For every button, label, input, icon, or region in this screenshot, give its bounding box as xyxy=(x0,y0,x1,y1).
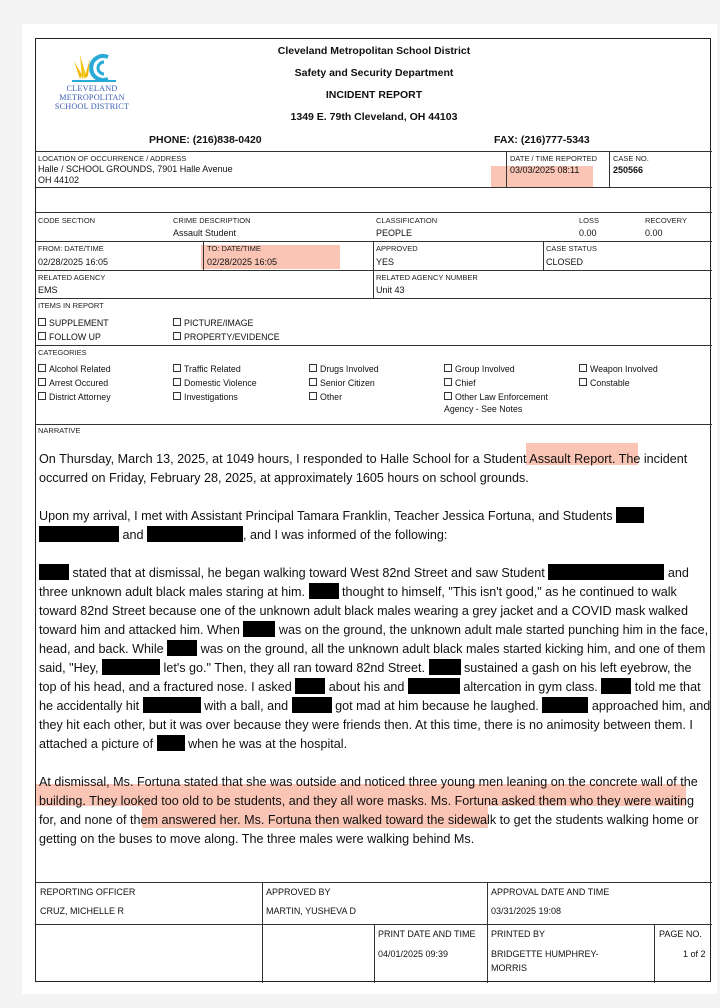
narrative-text: at him because he laughed. xyxy=(384,699,539,713)
code-section-label: CODE SECTION xyxy=(38,216,96,225)
to-date-value: 02/28/2025 16:05 xyxy=(207,257,278,267)
checkbox-arrest-occured[interactable] xyxy=(38,378,108,388)
district-name: Cleveland Metropolitan School District xyxy=(277,45,471,57)
narrative-body xyxy=(39,450,711,868)
crime-description-value: Assault Student xyxy=(173,228,237,238)
checkbox-label: Domestic Violence xyxy=(184,378,257,388)
narrative-text: with a ball, and xyxy=(204,699,289,713)
checkbox-supplement[interactable] xyxy=(38,318,109,328)
checkbox-group-involved[interactable] xyxy=(444,364,515,374)
redaction-bar xyxy=(309,583,339,599)
narrative-text: mask walked toward him and attacked him. When xyxy=(39,604,688,637)
redaction-bar xyxy=(542,697,588,713)
narrative-paragraph-1 xyxy=(39,450,711,488)
checkbox-label: Alcohol Related xyxy=(49,364,111,374)
checkbox-label: Senior Citizen xyxy=(320,378,375,388)
narrative-text: , and I was informed of the following: xyxy=(243,528,448,542)
from-date-label: FROM: DATE/TIME xyxy=(38,244,104,253)
narrative-text: hospital. xyxy=(300,737,348,751)
redaction-bar xyxy=(295,678,325,694)
related-agency-label: RELATED AGENCY xyxy=(38,273,106,282)
narrative-text: incident occurred on Friday, February 28, 2025, at approximately 1605 hours on school grounds. xyxy=(39,452,688,485)
checkbox-label: Chief xyxy=(455,378,476,388)
date-reported-value: 03/03/2025 08:11 xyxy=(510,165,580,175)
case-status-label: CASE STATUS xyxy=(546,244,597,253)
reporting-officer-label: REPORTING OFFICER xyxy=(40,887,136,897)
redaction-bar xyxy=(601,678,631,694)
narrative-text: started kicking him, and one of them said, "Hey, xyxy=(39,642,706,675)
checkbox-property-evidence[interactable] xyxy=(173,332,280,342)
narrative-text: stated that at dismissal, he began walking toward West 82nd Street and saw Student xyxy=(72,566,545,580)
checkbox-senior-citizen[interactable] xyxy=(309,378,375,388)
approval-date-value: 03/31/2025 19:08 xyxy=(491,906,562,916)
narrative-paragraph-2 xyxy=(39,507,711,545)
district-address: 1349 E. 79th Cleveland, OH 44103 xyxy=(290,111,458,123)
categories-label: CATEGORIES xyxy=(38,348,87,357)
redaction-bar xyxy=(167,640,197,656)
redaction-bar xyxy=(292,697,332,713)
narrative-text: altercation in gym class. xyxy=(463,680,598,694)
approved-by-value: MARTIN, YUSHEVA D xyxy=(266,906,357,916)
redaction-bar xyxy=(102,659,160,675)
case-status-value: CLOSED xyxy=(546,257,584,267)
narrative-text: got mad xyxy=(335,699,381,713)
narrative-text: sustained a gash on his left eyebrow, the top of his head, and a fractured nose. I asked xyxy=(39,661,692,694)
narrative-text: told me that he accidentally hit xyxy=(39,680,701,713)
narrative-text: friends then. At this time, there is no animosity between them. I attached a picture of xyxy=(39,718,693,751)
checkbox-label: District Attorney xyxy=(49,392,111,402)
phone-number: PHONE: (216)838-0420 xyxy=(149,134,262,146)
narrative-text: was on the ground, all the unknown adult black males xyxy=(200,642,500,656)
printed-by-label: PRINTED BY xyxy=(491,929,546,939)
classification-label: CLASSIFICATION xyxy=(376,216,438,225)
location-label: LOCATION OF OCCURRENCE / ADDRESS xyxy=(38,154,187,163)
checkbox-domestic-violence[interactable] xyxy=(173,378,257,388)
approval-date-label: APPROVAL DATE AND TIME xyxy=(491,887,610,897)
narrative-paragraph-4 xyxy=(39,773,711,849)
redaction-bar xyxy=(39,526,119,542)
from-date-value: 02/28/2025 16:05 xyxy=(38,257,109,267)
redaction-bar xyxy=(143,697,201,713)
checkbox-label: PROPERTY/EVIDENCE xyxy=(184,332,280,342)
narrative-text: Upon my arrival, I met with Assistant Principal Tamara Franklin, Teacher Jessica Fortuna, and Students xyxy=(39,509,613,523)
printed-by-value-line2: MORRIS xyxy=(491,963,527,973)
page-number-value: 1 of 2 xyxy=(683,949,706,959)
loss-label: LOSS xyxy=(579,216,600,225)
narrative-text: of the building. They looked too old to be students, and they all wore masks. Ms. Fortuna asked them who they xyxy=(39,775,698,808)
narrative-text: was on the ground, the unknown adult male started xyxy=(278,623,565,637)
agency-number-value: Unit 43 xyxy=(376,285,405,295)
logo-line-1: CLEVELAND xyxy=(66,84,118,93)
crime-description-label: CRIME DESCRIPTION xyxy=(173,216,251,225)
redaction-bar xyxy=(616,507,644,523)
approved-label: APPROVED xyxy=(376,244,418,253)
redaction-bar xyxy=(157,735,185,751)
recovery-value: 0.00 xyxy=(645,228,663,238)
narrative-text: walk toward 82nd Street because one of the unknown adult black males wearing a grey jacket and a COVID xyxy=(39,585,677,618)
date-reported-label: DATE / TIME REPORTED xyxy=(510,154,598,163)
checkbox-follow-up[interactable] xyxy=(38,332,101,342)
checkbox-other-law-enforcement[interactable] xyxy=(444,392,548,402)
checkbox-label: Constable xyxy=(590,378,630,388)
approved-value: YES xyxy=(376,257,395,267)
checkbox-alcohol-related[interactable] xyxy=(38,364,111,374)
checkbox-label: PICTURE/IMAGE xyxy=(184,318,254,328)
recovery-label: RECOVERY xyxy=(645,216,687,225)
case-number-value: 250566 xyxy=(613,165,644,175)
related-agency-value: EMS xyxy=(38,285,58,295)
other-law-enforcement-line2: Agency - See Notes xyxy=(444,404,523,414)
checkbox-label: Weapon Involved xyxy=(590,364,658,374)
checkbox-chief[interactable] xyxy=(444,378,476,388)
checkbox-label: Other xyxy=(320,392,343,402)
narrative-label: NARRATIVE xyxy=(38,426,81,435)
narrative-text: let's go." Then, they all ran toward 82nd Street. xyxy=(163,661,425,675)
agency-number-label: RELATED AGENCY NUMBER xyxy=(376,273,478,282)
print-date-value: 04/01/2025 09:39 xyxy=(378,949,449,959)
checkbox-other[interactable] xyxy=(309,392,342,402)
checkbox-label: FOLLOW UP xyxy=(49,332,101,342)
checkbox-label: Investigations xyxy=(184,392,238,402)
narrative-text: and three unknown adult black males staring at him. xyxy=(39,566,689,599)
logo-line-3: SCHOOL DISTRICT xyxy=(54,102,130,111)
checkbox-traffic-related[interactable] xyxy=(173,364,241,374)
checkbox-label: Group Involved xyxy=(455,364,515,374)
narrative-text: about his and xyxy=(328,680,405,694)
redaction-bar xyxy=(243,621,275,637)
classification-value: PEOPLE xyxy=(376,228,413,238)
narrative-text: thought to himself, "This isn't good," as he continued to xyxy=(342,585,649,599)
checkbox-label: SUPPLEMENT xyxy=(49,318,109,328)
narrative-text: approached him, and they hit each other, but it was over because they were xyxy=(39,699,711,732)
narrative-text: were waiting for, and none of them answered her. Ms. Fortuna then walked toward the sidewalk to get the xyxy=(39,794,695,827)
redaction-bar xyxy=(408,678,460,694)
narrative-text: On Thursday, March 13, 2025, at 1049 hours, I responded to Halle School for a Student Assault Report. The xyxy=(39,452,641,466)
narrative-text: punching him in the face, head, and back. While xyxy=(39,623,709,656)
checkbox-label: Traffic Related xyxy=(184,364,241,374)
checkbox-weapon-involved[interactable] xyxy=(579,364,658,374)
redaction-bar xyxy=(548,564,664,580)
checkbox-investigations[interactable] xyxy=(173,392,238,402)
reporting-officer-value: CRUZ, MICHELLE R xyxy=(40,906,125,916)
to-date-label: TO: DATE/TIME xyxy=(207,244,261,253)
narrative-text: when he was at the xyxy=(188,737,297,751)
narrative-text: At dismissal, Ms. Fortuna stated that she was outside and noticed three young men leaning on the concrete wall xyxy=(39,775,663,789)
location-line2: OH 44102 xyxy=(38,175,80,185)
logo-line-2: METROPOLITAN xyxy=(59,93,125,102)
redaction-bar xyxy=(147,526,243,542)
printed-by-value-line1: BRIDGETTE HUMPHREY- xyxy=(491,949,599,959)
checkbox-label: Other Law Enforcement xyxy=(455,392,548,402)
case-number-label: CASE NO. xyxy=(613,154,649,163)
checkbox-constable[interactable] xyxy=(579,378,630,388)
report-title: INCIDENT REPORT xyxy=(325,89,423,101)
items-label: ITEMS IN REPORT xyxy=(38,301,104,310)
narrative-paragraph-3 xyxy=(39,564,711,754)
print-date-label: PRINT DATE AND TIME xyxy=(378,929,476,939)
page-number-label: PAGE NO. xyxy=(659,929,702,939)
location-line1: Halle / SCHOOL GROUNDS, 7901 Halle Avenue xyxy=(38,164,233,174)
fax-number: FAX: (216)777-5343 xyxy=(494,134,590,146)
redaction-bar xyxy=(429,659,461,675)
department-name: Safety and Security Department xyxy=(294,67,454,79)
approved-by-label: APPROVED BY xyxy=(266,887,331,897)
checkbox-label: Drugs Involved xyxy=(320,364,379,374)
loss-value: 0.00 xyxy=(579,228,597,238)
checkbox-label: Arrest Occured xyxy=(49,378,109,388)
checkbox-drugs-involved[interactable] xyxy=(309,364,379,374)
narrative-text: and xyxy=(122,528,144,542)
redaction-bar xyxy=(39,564,69,580)
incident-report-form xyxy=(35,38,711,982)
narrative-text: students walking home or getting on the buses to move along. The three males were walking behind Ms. xyxy=(39,813,699,846)
checkbox-district-attorney[interactable] xyxy=(38,392,111,402)
checkbox-picture-image[interactable] xyxy=(173,318,253,328)
